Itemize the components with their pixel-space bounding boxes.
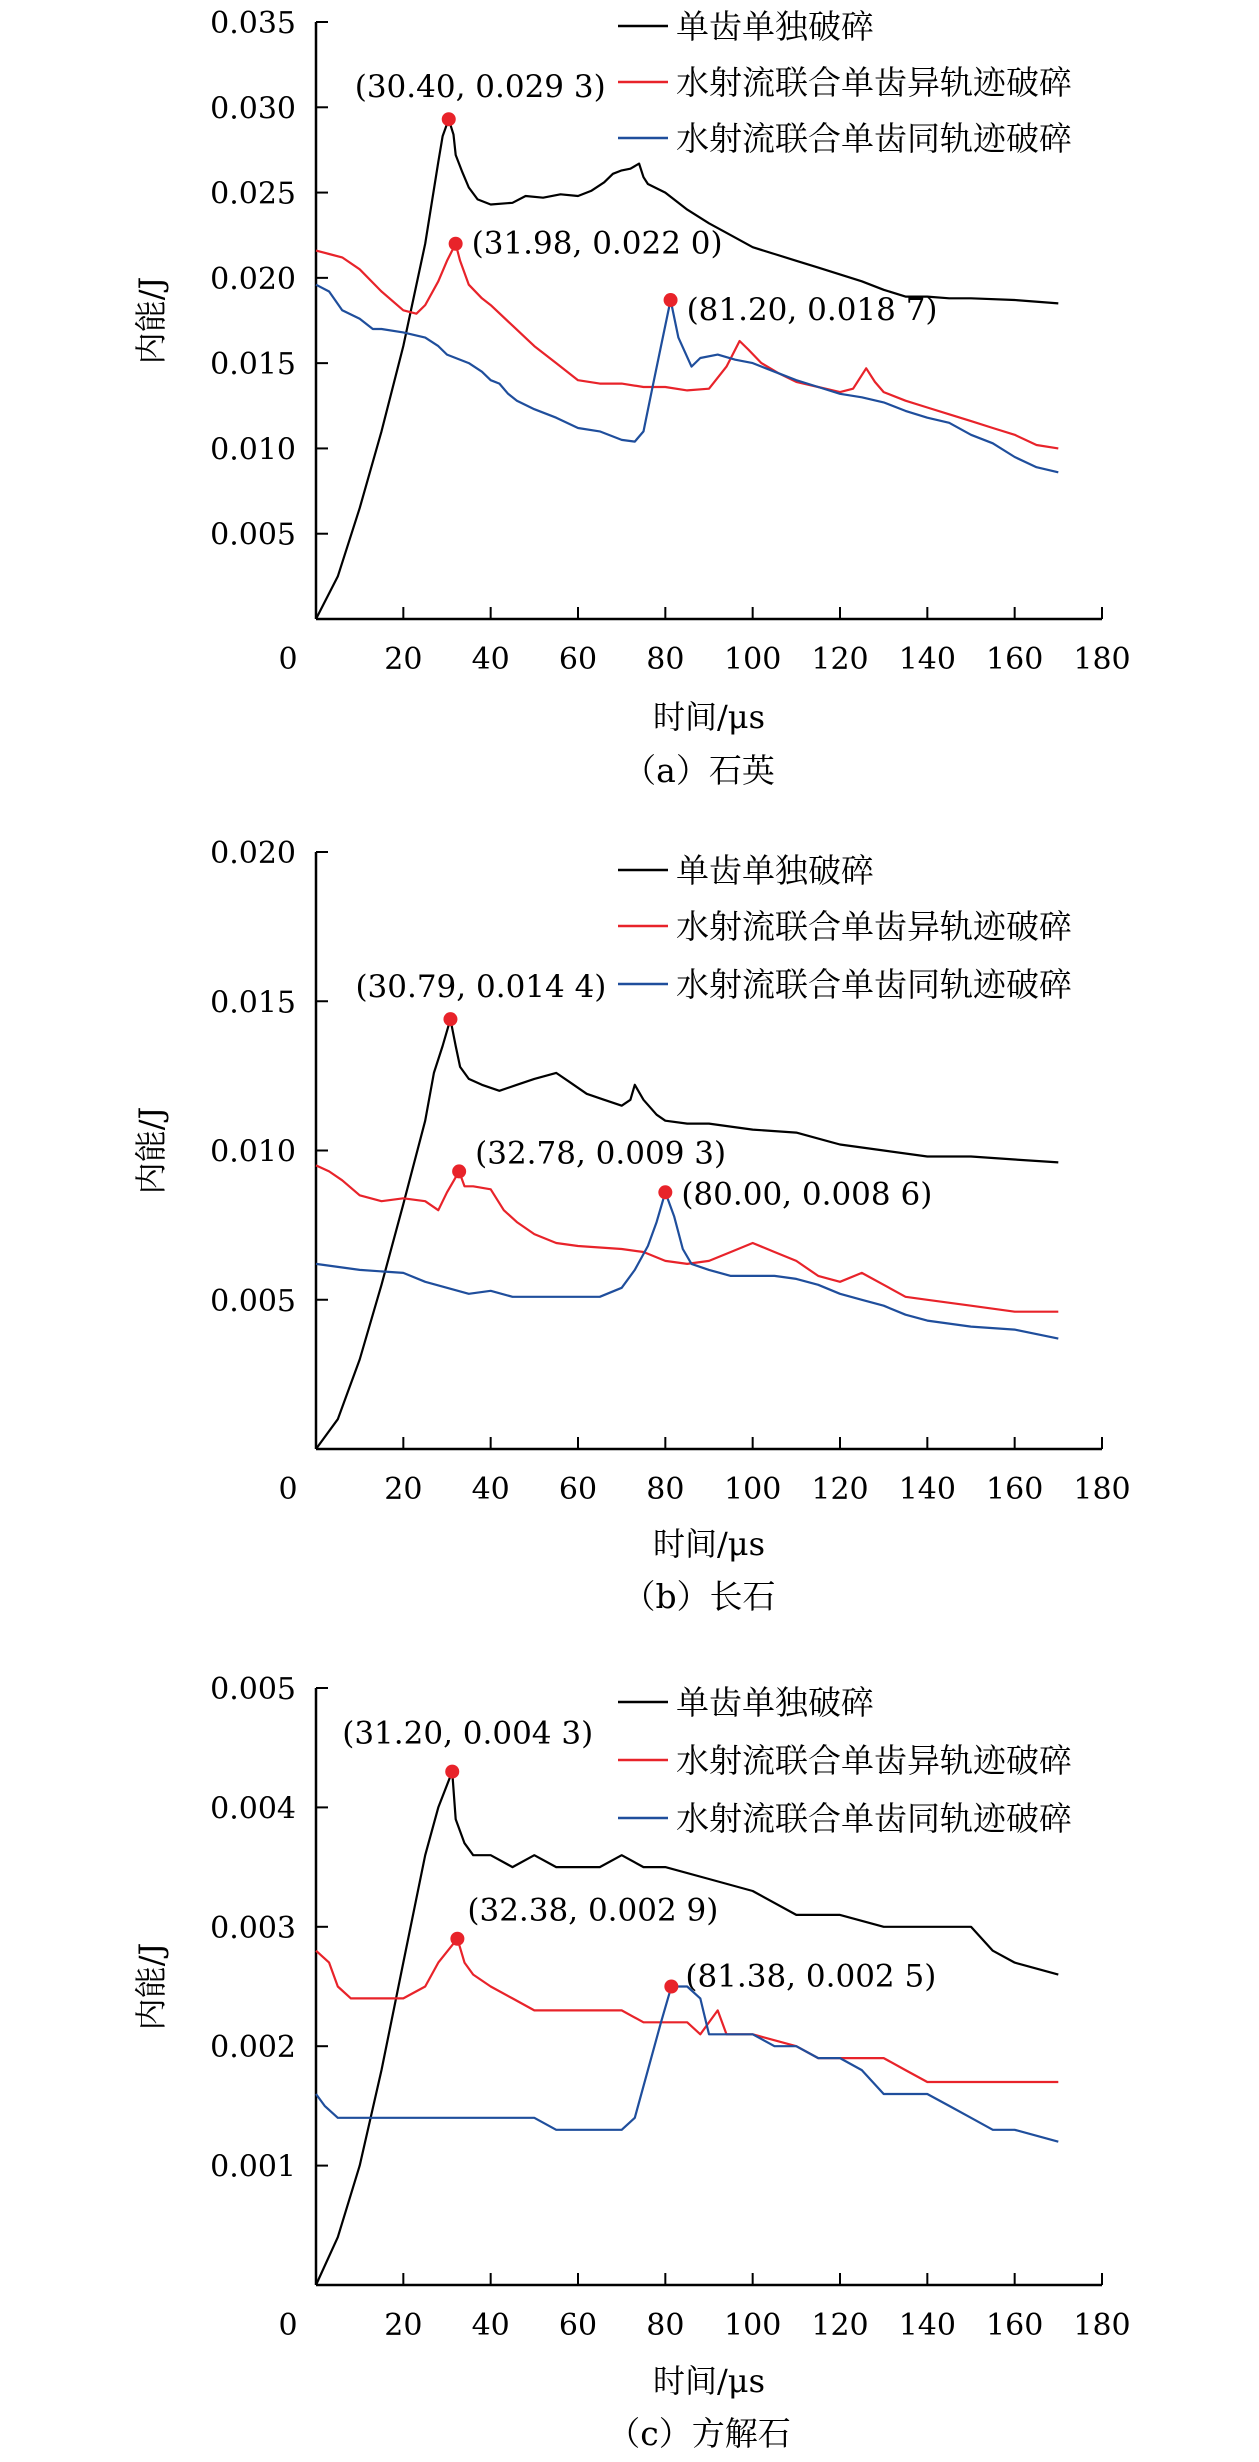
x-tick-label: 80 — [646, 642, 685, 677]
chart-caption: （a）石英 — [623, 751, 775, 790]
x-tick-label: 0 — [278, 642, 298, 677]
x-tick-label: 180 — [1073, 642, 1131, 677]
legend-label-1: 单齿单独破碎 — [676, 7, 874, 46]
x-tick-label: 140 — [898, 1472, 956, 1507]
chart-panel-1 — [132, 6, 1131, 790]
x-tick-label: 40 — [471, 1472, 510, 1507]
peak-annotation: (80.00, 0.008 6) — [681, 1176, 933, 1213]
y-tick-label: 0.025 — [210, 176, 296, 212]
series-line-3 — [316, 1192, 1058, 1338]
x-tick-label: 40 — [471, 642, 510, 677]
peak-annotation: (31.98, 0.022 0) — [471, 225, 723, 262]
x-tick-label: 0 — [278, 2308, 298, 2343]
y-tick-label: 0.020 — [210, 836, 296, 871]
x-tick-label: 100 — [724, 642, 782, 677]
x-tick-label: 80 — [646, 1472, 685, 1507]
legend-label-2: 水射流联合单齿异轨迹破碎 — [676, 907, 1072, 946]
peak-annotation: (31.20, 0.004 3) — [342, 1715, 594, 1752]
peak-annotation: (30.79, 0.014 4) — [355, 969, 607, 1006]
series-line-3 — [316, 1987, 1058, 2142]
legend-label-2: 水射流联合单齿异轨迹破碎 — [676, 63, 1072, 102]
y-tick-label: 0.010 — [210, 1134, 296, 1170]
y-axis-label: 内能/J — [132, 1106, 170, 1195]
peak-annotation: (32.78, 0.009 3) — [475, 1135, 727, 1172]
x-axis-label: 时间/μs — [652, 2362, 766, 2400]
peak-annotation: (32.38, 0.002 9) — [467, 1892, 719, 1929]
y-axis-label: 内能/J — [132, 1942, 170, 2031]
x-tick-label: 140 — [898, 642, 956, 677]
chart-caption: （b）长石 — [622, 1577, 776, 1616]
x-tick-label: 180 — [1073, 1472, 1131, 1507]
x-tick-label: 160 — [986, 1472, 1044, 1507]
peak-marker — [452, 1164, 466, 1178]
y-tick-label: 0.005 — [210, 517, 296, 553]
series-line-1 — [316, 119, 1058, 619]
chart-caption: （c）方解石 — [607, 2414, 791, 2453]
x-tick-label: 40 — [471, 2308, 510, 2343]
peak-marker — [449, 237, 463, 251]
y-tick-label: 0.010 — [210, 432, 296, 468]
peak-marker — [450, 1932, 464, 1946]
y-tick-label: 0.030 — [210, 91, 296, 127]
legend-label-1: 单齿单独破碎 — [676, 1683, 874, 1722]
x-tick-label: 160 — [986, 2308, 1044, 2343]
peak-annotation: (30.40, 0.029 3) — [354, 69, 606, 106]
x-axis-label: 时间/μs — [652, 698, 766, 736]
y-tick-label: 0.005 — [210, 1672, 296, 1707]
peak-annotation: (81.38, 0.002 5) — [685, 1958, 937, 1995]
x-tick-label: 80 — [646, 2308, 685, 2343]
y-tick-label: 0.035 — [210, 6, 296, 41]
series-line-2 — [316, 244, 1058, 449]
series-line-1 — [316, 1772, 1058, 2285]
y-tick-label: 0.002 — [210, 2030, 296, 2066]
series-line-1 — [316, 1019, 1058, 1449]
y-tick-label: 0.015 — [210, 347, 296, 383]
x-tick-label: 60 — [558, 1472, 598, 1507]
y-axis-label: 内能/J — [132, 276, 170, 365]
x-tick-label: 100 — [724, 1472, 782, 1507]
x-tick-label: 160 — [986, 642, 1044, 677]
x-axis-label: 时间/μs — [652, 1525, 766, 1563]
peak-marker — [664, 293, 678, 307]
legend-label-3: 水射流联合单齿同轨迹破碎 — [676, 965, 1072, 1004]
peak-marker — [442, 112, 456, 126]
y-tick-label: 0.015 — [210, 985, 296, 1021]
x-tick-label: 120 — [811, 1472, 869, 1507]
peak-marker — [443, 1012, 457, 1026]
peak-marker — [664, 1980, 678, 1994]
y-tick-label: 0.001 — [210, 2149, 296, 2185]
peak-marker — [658, 1185, 672, 1199]
x-tick-label: 180 — [1073, 2308, 1131, 2343]
peak-marker — [445, 1765, 459, 1779]
y-tick-label: 0.003 — [210, 1910, 296, 1946]
legend-label-2: 水射流联合单齿异轨迹破碎 — [676, 1741, 1072, 1780]
y-tick-label: 0.005 — [210, 1283, 296, 1319]
x-tick-label: 0 — [278, 1472, 298, 1507]
peak-annotation: (81.20, 0.018 7) — [686, 292, 938, 329]
legend-label-3: 水射流联合单齿同轨迹破碎 — [676, 119, 1072, 158]
x-tick-label: 20 — [384, 2308, 423, 2343]
chart-panel-2 — [132, 836, 1131, 1616]
x-tick-label: 60 — [558, 642, 598, 677]
x-tick-label: 120 — [811, 2308, 869, 2343]
y-tick-label: 0.004 — [210, 1791, 296, 1827]
legend-label-3: 水射流联合单齿同轨迹破碎 — [676, 1799, 1072, 1838]
x-tick-label: 140 — [898, 2308, 956, 2343]
x-tick-label: 100 — [724, 2308, 782, 2343]
legend-label-1: 单齿单独破碎 — [676, 851, 874, 890]
x-tick-label: 60 — [558, 2308, 598, 2343]
chart-panel-3 — [132, 1672, 1131, 2453]
x-tick-label: 20 — [384, 642, 423, 677]
x-tick-label: 120 — [811, 642, 869, 677]
x-tick-label: 20 — [384, 1472, 423, 1507]
y-tick-label: 0.020 — [210, 261, 296, 297]
